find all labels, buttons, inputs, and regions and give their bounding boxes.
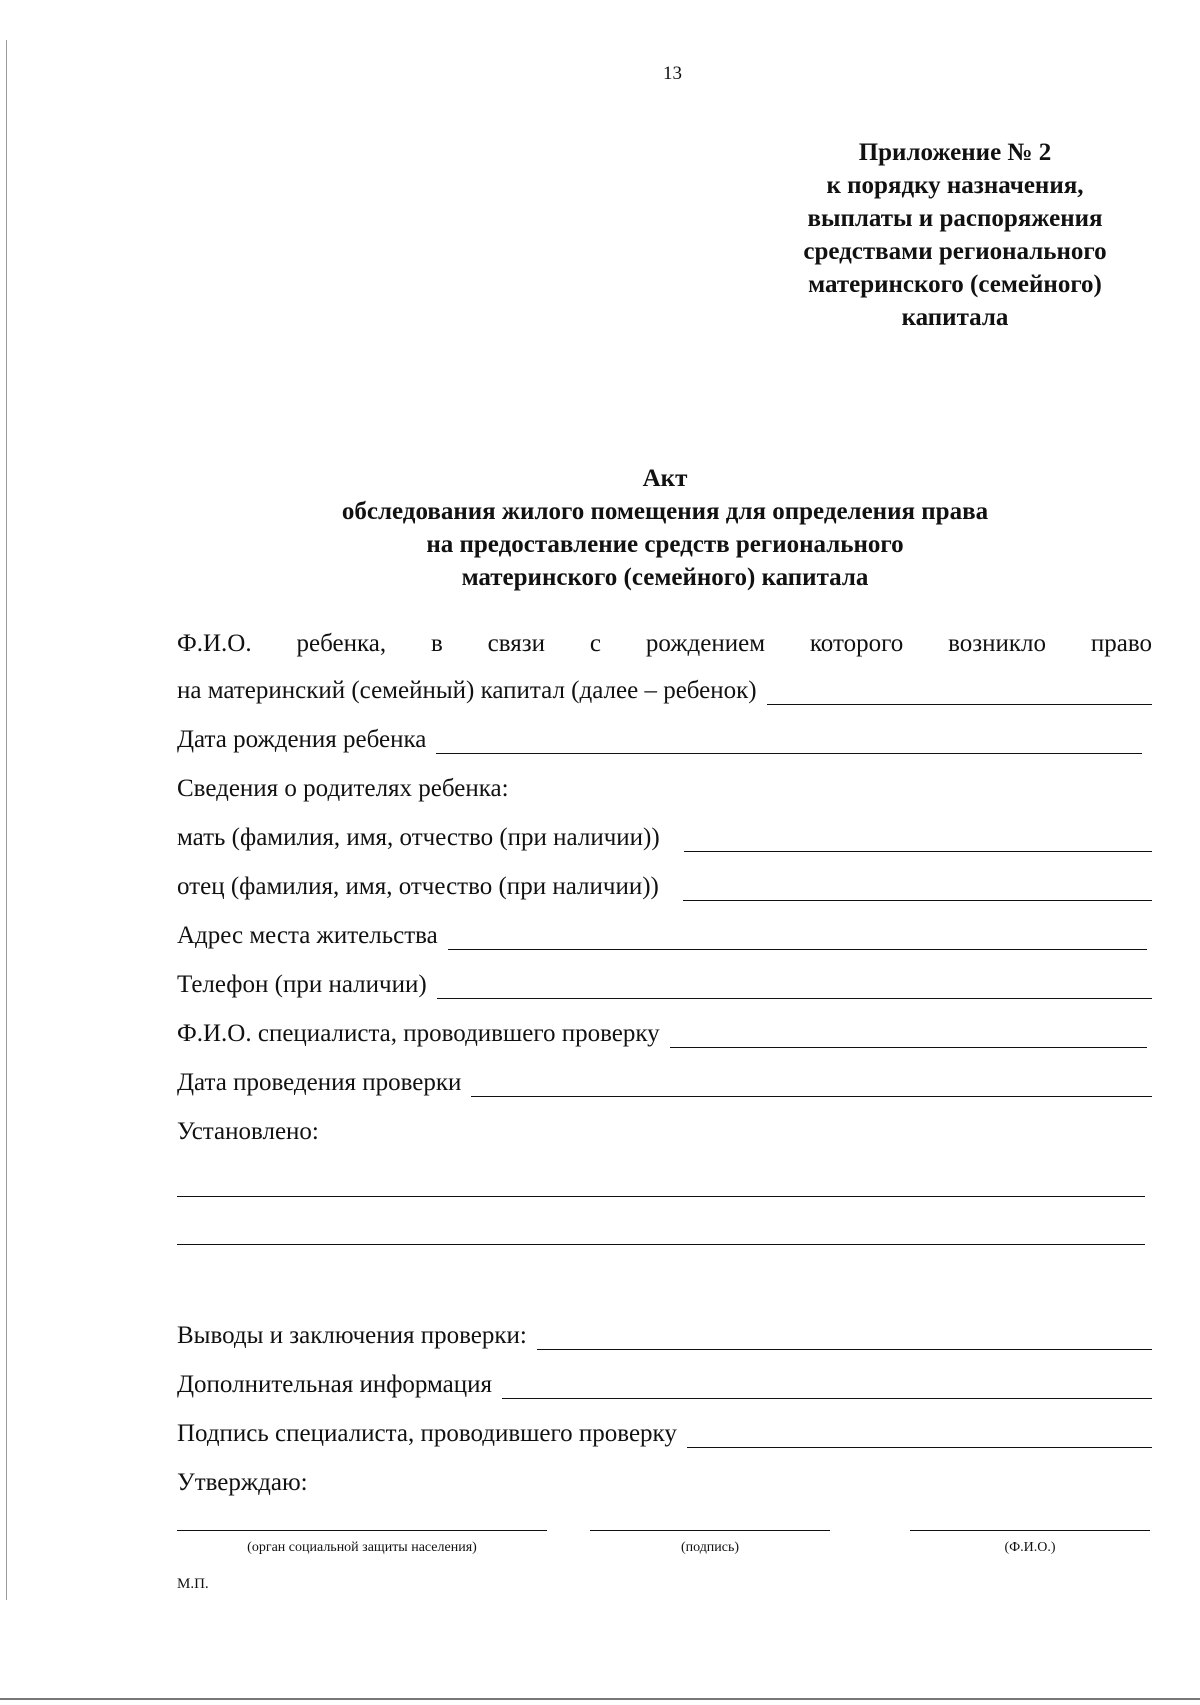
specialist-signature-label: Подпись специалиста, проводившего проверку	[177, 1420, 677, 1447]
title-line: обследования жилого помещения для определения права	[341, 498, 989, 525]
child-fio-intro	[177, 626, 1152, 662]
additional-info-label: Дополнительная информация	[177, 1371, 493, 1398]
mother-field[interactable]	[684, 823, 1152, 852]
approve-label: Утверждаю:	[177, 1469, 308, 1496]
intro-word: с	[589, 630, 601, 657]
intro-word: связи	[487, 630, 545, 657]
specialist-signature-field[interactable]	[687, 1419, 1152, 1448]
appendix-header	[760, 136, 1150, 334]
intro-word: возникло	[948, 630, 1046, 657]
mother-label: мать (фамилия, имя, отчество (при наличии))	[177, 824, 660, 851]
established-label: Установлено:	[177, 1118, 319, 1145]
address-row	[177, 918, 1147, 954]
specialist-signature-row	[177, 1416, 1152, 1452]
address-field[interactable]	[448, 921, 1147, 950]
intro-word: Ф.И.О.	[177, 630, 252, 657]
intro-word: которого	[809, 630, 904, 657]
specialist-fio-row	[177, 1016, 1147, 1052]
approve-row	[177, 1465, 1152, 1501]
organ-caption: (орган социальной защиты населения)	[247, 1540, 477, 1555]
birth-date-row	[177, 722, 1142, 758]
scan-left-edge	[6, 40, 7, 1600]
father-field[interactable]	[683, 872, 1152, 901]
father-row	[177, 869, 1152, 905]
phone-field[interactable]	[437, 970, 1152, 999]
mother-row	[177, 820, 1152, 856]
appendix-line: Приложение № 2	[858, 139, 1052, 166]
birth-date-field[interactable]	[436, 725, 1142, 754]
scan-bottom-edge	[0, 1698, 1200, 1700]
address-label: Адрес места жительства	[177, 922, 438, 949]
page-number: 13	[663, 63, 682, 84]
check-date-label: Дата проведения проверки	[177, 1069, 462, 1096]
appendix-line: капитала	[901, 304, 1009, 331]
specialist-fio-label: Ф.И.О. специалиста, проводившего проверку	[177, 1020, 660, 1047]
conclusions-row	[177, 1318, 1152, 1354]
signature-caption: (подпись)	[680, 1540, 740, 1555]
intro-word: право	[1090, 630, 1152, 657]
child-fio-field[interactable]	[767, 676, 1152, 705]
fio-caption: (Ф.И.О.)	[1004, 1540, 1056, 1555]
parents-info-label: Сведения о родителях ребенка:	[177, 775, 509, 802]
intro-word: ребенка,	[296, 630, 387, 657]
additional-info-row	[177, 1367, 1152, 1403]
father-label: отец (фамилия, имя, отчество (при наличии))	[177, 873, 659, 900]
child-fio-row	[177, 673, 1152, 709]
check-date-field[interactable]	[471, 1068, 1152, 1097]
check-date-row	[177, 1065, 1152, 1101]
signature-line[interactable]	[590, 1530, 830, 1531]
title-line: материнского (семейного) капитала	[461, 564, 869, 591]
organ-signature-line[interactable]	[177, 1530, 547, 1531]
specialist-fio-field[interactable]	[670, 1019, 1147, 1048]
appendix-line: материнского (семейного)	[808, 271, 1102, 298]
child-fio-label: на материнский (семейный) капитал (далее – ребенок)	[177, 677, 757, 704]
phone-row	[177, 967, 1152, 1003]
title-line: на предоставление средств регионального	[426, 531, 904, 558]
appendix-line: к порядку назначения,	[826, 172, 1084, 199]
conclusions-label: Выводы и заключения проверки:	[177, 1322, 527, 1349]
appendix-line: выплаты и распоряжения	[807, 205, 1103, 232]
title-line: Акт	[642, 465, 688, 492]
established-blank-line[interactable]	[177, 1196, 1145, 1197]
stamp-place: М.П.	[177, 1576, 209, 1592]
conclusions-field[interactable]	[537, 1321, 1152, 1350]
intro-word: в	[430, 630, 443, 657]
additional-info-field[interactable]	[502, 1370, 1152, 1399]
parents-info-row	[177, 771, 1152, 807]
appendix-line: средствами регионального	[803, 238, 1107, 265]
established-blank-line[interactable]	[177, 1244, 1145, 1245]
fio-signature-line[interactable]	[910, 1530, 1150, 1531]
act-title	[0, 462, 1200, 594]
phone-label: Телефон (при наличии)	[177, 971, 427, 998]
intro-word: рождением	[645, 630, 766, 657]
birth-date-label: Дата рождения ребенка	[177, 726, 427, 753]
established-row	[177, 1114, 1152, 1150]
